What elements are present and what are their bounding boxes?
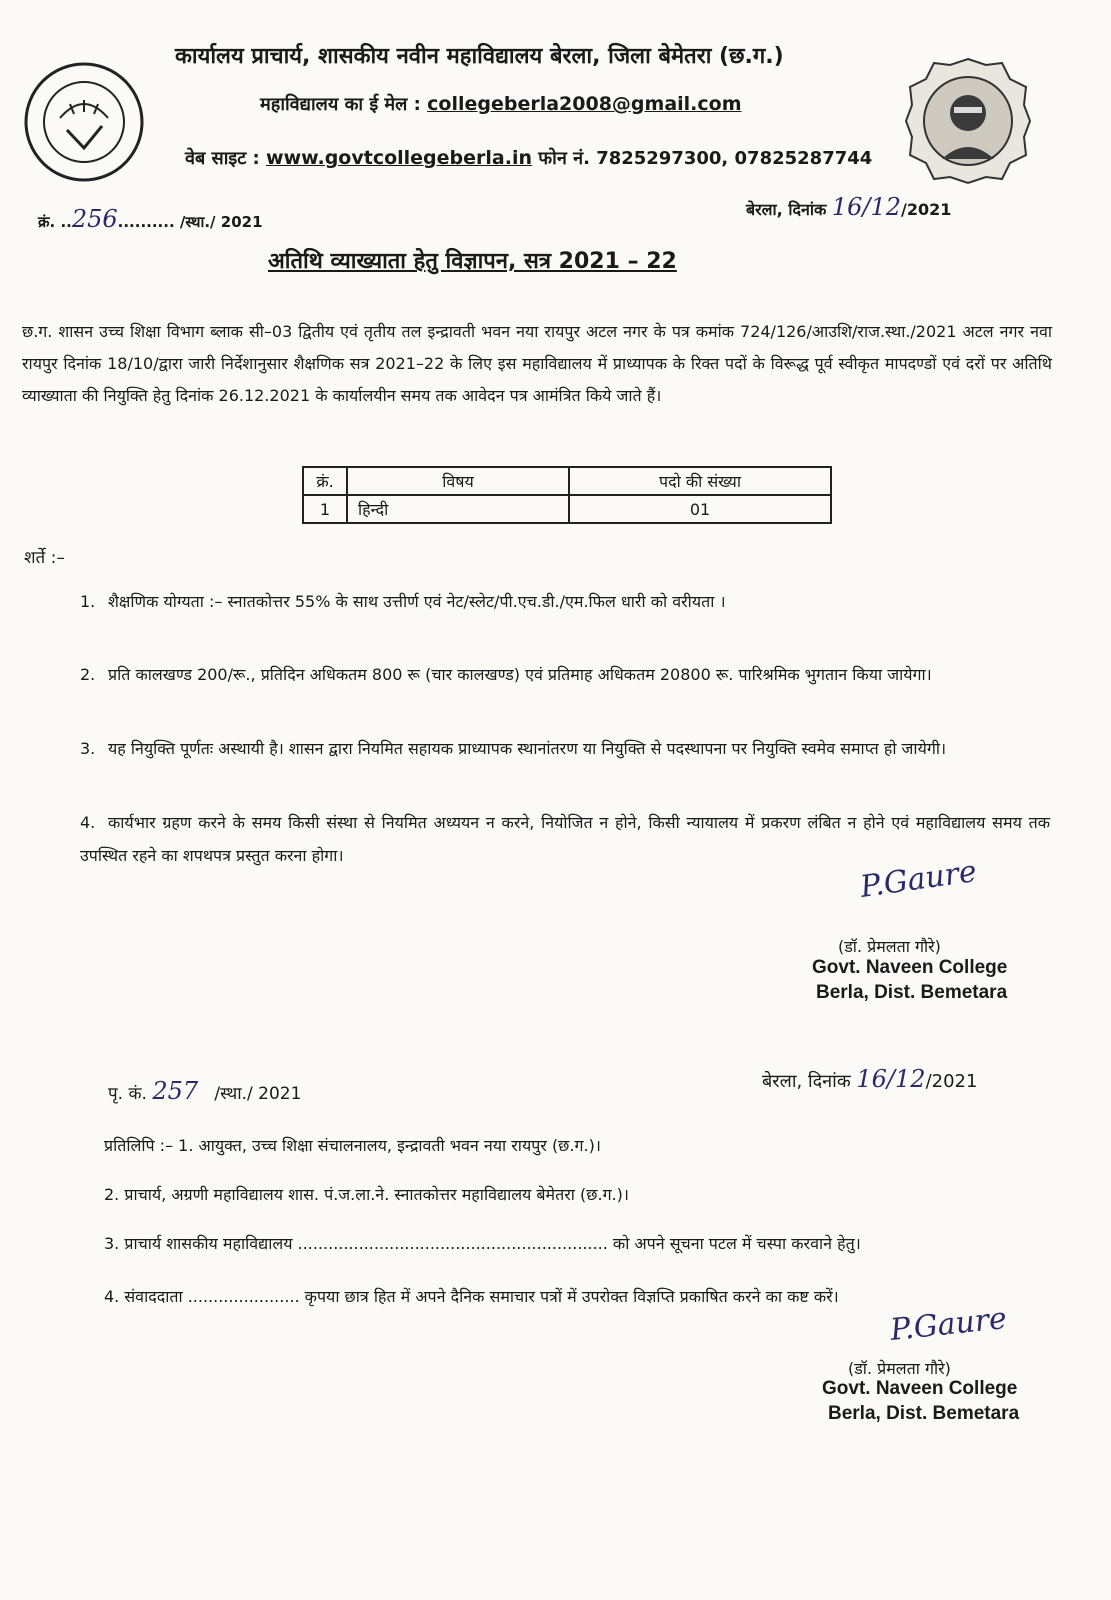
table-cell: 01	[569, 495, 831, 523]
table-header-cell: पदो की संख्या	[569, 467, 831, 495]
reference-prefix: क्रं.	[38, 213, 56, 231]
table-header-cell: क्रं.	[303, 467, 347, 495]
college-seal-left	[22, 60, 147, 185]
centenary-seal-right	[902, 55, 1034, 187]
college-stamp-line2: Berla, Dist. Bemetara	[828, 1403, 1020, 1424]
table-header-row	[303, 467, 831, 495]
office-heading: कार्यालय प्राचार्य, शासकीय नवीन महाविद्यालय बेरला, जिला बेमेतरा (छ.ग.)	[175, 44, 784, 69]
date-year: /2021	[901, 200, 952, 219]
table-cell: 1	[303, 495, 347, 523]
letter-date	[746, 193, 951, 221]
email-label: महाविद्यालय का ई मेल :	[260, 94, 421, 115]
date-year: /2021	[925, 1071, 978, 1092]
date-label: बेरला, दिनांक	[762, 1071, 851, 1092]
copy-line: 4. संवाददाता ...................... कृपया छात्र हित में अपने दैनिक समाचार पत्रों में उपरोक्त विज्ञप्ति प्रकाषित करने का कष्ट करें।	[104, 1287, 839, 1306]
phone-numbers: 7825297300, 07825287744	[596, 148, 873, 169]
table-cell: हिन्दी	[347, 495, 569, 523]
principal-signature: P.Gaure	[858, 854, 979, 905]
website-link[interactable]: www.govtcollegeberla.in	[266, 147, 532, 169]
website-line	[185, 146, 872, 170]
date-label: बेरला, दिनांक	[746, 200, 827, 219]
condition-text: यह नियुक्ति पूर्णतः अस्थायी है। शासन द्वारा नियमित सहायक प्राध्यापक स्थानांतरण या नियुक्ति से पदस्थापना पर नियुक्ति स्वमेव समाप्त हो जायेगी।	[108, 739, 947, 758]
condition-item	[80, 585, 1050, 618]
condition-text: प्रति कालखण्ड 200/रू., प्रतिदिन अधिकतम 800 रू (चार कालखण्ड) एवं प्रतिमाह अधिकतम 20800 रू. पारिश्रमिक भुगतान किया जायेगा।	[108, 665, 932, 684]
date-handwritten: 16/12	[856, 1065, 926, 1093]
condition-number: 1.	[80, 592, 96, 611]
endorsement-handwritten-number: 257	[152, 1077, 199, 1105]
reference-handwritten-number: 256	[71, 205, 118, 233]
email-line	[260, 92, 742, 116]
email-link[interactable]: collegeberla2008@gmail.com	[427, 93, 742, 115]
reference-suffix: /स्था./ 2021	[179, 213, 263, 231]
college-stamp-line1: Govt. Naveen College	[822, 1378, 1018, 1399]
college-stamp-line2: Berla, Dist. Bemetara	[816, 982, 1008, 1003]
endorsement-prefix: पृ. कं.	[108, 1084, 147, 1104]
principal-signature: P.Gaure	[888, 1300, 1009, 1349]
reference-number: क्रं. ..256.......... /स्था./ 2021	[38, 205, 263, 233]
endorsement-date	[762, 1065, 977, 1093]
condition-item	[80, 806, 1050, 872]
date-handwritten: 16/12	[831, 193, 902, 221]
condition-item	[80, 658, 1050, 691]
copy-line: प्रतिलिपि :– 1. आयुक्त, उच्च शिक्षा संचालनालय, इन्द्रावती भवन नया रायपुर (छ.ग.)।	[104, 1136, 601, 1155]
signatory-name: (डॉ. प्रेमलता गौरे)	[838, 937, 941, 956]
table-header-cell: विषय	[347, 467, 569, 495]
phone-label: फोन नं.	[538, 148, 590, 169]
body-paragraph: छ.ग. शासन उच्च शिक्षा विभाग ब्लाक सी–03 द्वितीय एवं तृतीय तल इन्द्रावती भवन नया रायपुर अटल नगर के पत्र कमांक 724/126/आउशि/राज.स्था./2021 अटल नगर नवा रायपुर दिनांक 18/10/द्वारा जारी निर्देशानुसार शैक्षणिक सत्र 2021–22 के लिए इस महाविद्यालय में प्राध्यापक के रिक्त पदों के विरूद्ध पूर्व स्वीकृत मापदण्डों एवं दरों पर अतिथि व्याख्याता की नियुक्ति हेतु दिनांक 26.12.2021 के कार्यालयीन समय तक आवेदन पत्र आमंत्रित किये जाते हैं।	[22, 322, 1052, 405]
endorsement-suffix: /स्था./ 2021	[214, 1084, 302, 1104]
signatory-name: (डॉ. प्रेमलता गौरे)	[848, 1359, 951, 1378]
condition-text: शैक्षणिक योग्यता :– स्नातकोत्तर 55% के साथ उत्तीर्ण एवं नेट/स्लेट/पी.एच.डी./एम.फिल धारी को वरीयता ।	[108, 592, 726, 611]
condition-item	[80, 732, 1050, 765]
condition-number: 4.	[80, 813, 96, 832]
table-row	[303, 495, 831, 523]
endorsement-number	[108, 1077, 301, 1105]
condition-text: कार्यभार ग्रहण करने के समय किसी संस्था से नियमित अध्ययन न करने, नियोजित न होने, किसी न्यायालय में प्रकरण लंबित न होने एवं महाविद्यालय समय तक उपस्थित रहने का शपथपत्र प्रस्तुत करना होगा।	[80, 813, 1050, 865]
condition-number: 2.	[80, 665, 96, 684]
advertisement-title: अतिथि व्याख्याता हेतु विज्ञापन, सत्र 2021 – 22	[268, 249, 677, 274]
posts-table	[302, 466, 832, 524]
website-label: वेब साइट :	[185, 148, 260, 169]
college-stamp-line1: Govt. Naveen College	[812, 957, 1008, 978]
conditions-label: शर्ते :–	[24, 548, 65, 568]
copy-line: 2. प्राचार्य, अग्रणी महाविद्यालय शास. पं.ज.ला.ने. स्नातकोत्तर महाविद्यालय बेमेतरा (छ.ग.)।	[104, 1185, 629, 1204]
copy-line: 3. प्राचार्य शासकीय महाविद्यालय ............................................................. को अपने सूचना पटल में चस्पा करवाने हेतु।	[104, 1234, 861, 1253]
condition-number: 3.	[80, 739, 96, 758]
